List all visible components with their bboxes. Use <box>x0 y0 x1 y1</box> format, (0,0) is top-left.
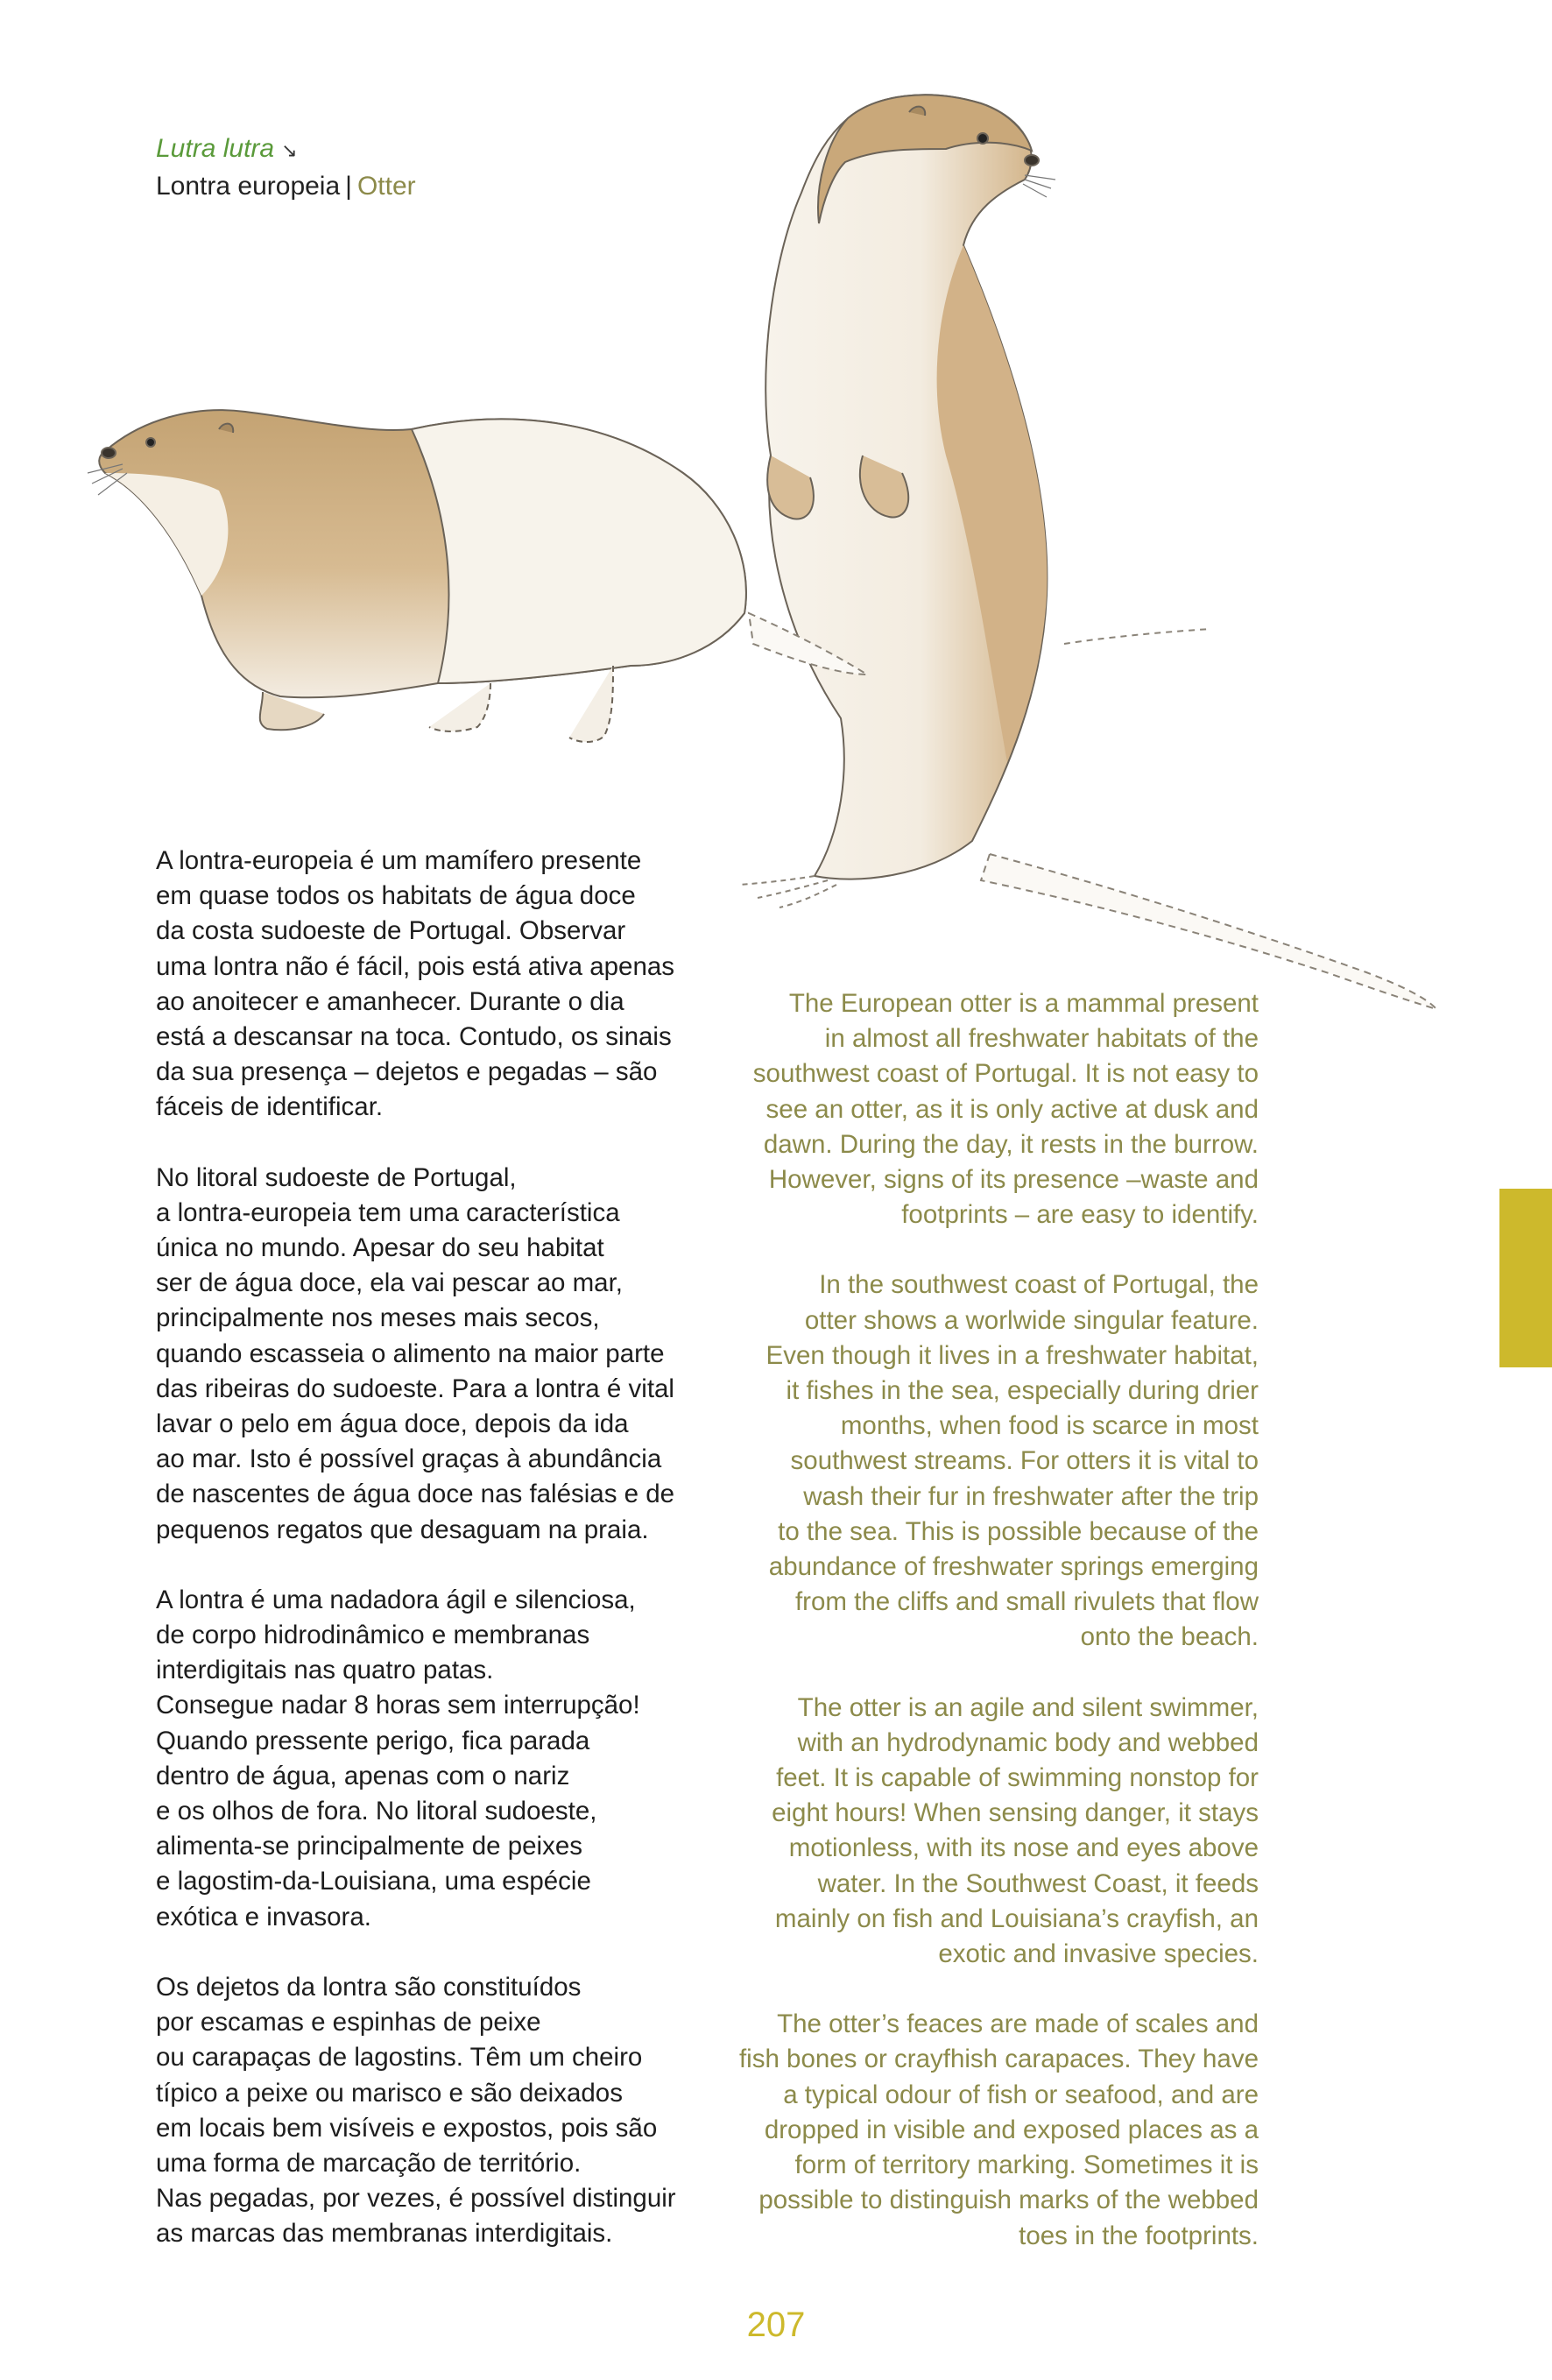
pt-paragraph-3 <box>156 1583 716 1935</box>
text-line: mainly on fish and Louisiana’s crayfish, an <box>774 1903 1259 1933</box>
name-separator: | <box>345 172 352 201</box>
text-line: abundance of freshwater springs emerging <box>768 1552 1259 1582</box>
text-line: Os dejetos da lontra são constituídos <box>156 1972 582 2002</box>
text-line: da sua presença – dejetos e pegadas – são <box>156 1057 658 1087</box>
text-line: A lontra é uma nadadora ágil e silenciosa, <box>156 1585 636 1614</box>
text-line: Nas pegadas, por vezes, é possível distinguir <box>156 2184 676 2214</box>
text-line: fish bones or crayfhish carapaces. They have <box>738 2045 1259 2074</box>
en-paragraph-1 <box>727 986 1259 1232</box>
text-line: otter shows a worlwide singular feature. <box>804 1305 1259 1335</box>
text-line: The otter is an agile and silent swimmer, <box>797 1692 1259 1722</box>
portuguese-text-column <box>156 844 716 2252</box>
text-line: de corpo hidrodinâmico e membranas <box>156 1621 590 1650</box>
text-line: from the cliffs and small rivulets that flow <box>794 1587 1259 1617</box>
text-line: Even though it lives in a freshwater habitat, <box>765 1340 1259 1370</box>
text-line: with an hydrodynamic body and webbed <box>797 1727 1259 1757</box>
text-line: footprints – are easy to identify. <box>901 1200 1259 1230</box>
scientific-name-text: Lutra lutra <box>156 134 275 163</box>
text-line: única no mundo. Apesar do seu habitat <box>156 1233 604 1263</box>
text-line: uma forma de marcação de território. <box>156 2148 582 2178</box>
text-line: a typical odour of fish or seafood, and are <box>783 2080 1259 2109</box>
text-line: ou carapaças de lagostins. Têm um cheiro <box>156 2043 643 2073</box>
text-line: eight hours! When sensing danger, it stays <box>772 1798 1259 1828</box>
pt-paragraph-4 <box>156 1970 716 2252</box>
text-line: However, signs of its presence –waste and <box>768 1165 1259 1195</box>
text-line: onto the beach. <box>1080 1622 1259 1652</box>
text-line: to the sea. This is possible because of the <box>778 1516 1259 1546</box>
pt-paragraph-2 <box>156 1161 716 1548</box>
text-line: as marcas das membranas interdigitais. <box>156 2219 613 2249</box>
text-line: feet. It is capable of swimming nonstop for <box>776 1763 1259 1793</box>
text-line: In the southwest coast of Portugal, the <box>819 1270 1259 1300</box>
text-line: in almost all freshwater habitats of the <box>824 1024 1259 1054</box>
text-line: exotic and invasive species. <box>938 1939 1259 1969</box>
text-line: fáceis de identificar. <box>156 1092 384 1122</box>
text-line: A lontra-europeia é um mamífero presente <box>156 846 642 875</box>
text-line: de nascentes de água doce nas falésias e de <box>156 1480 675 1509</box>
common-name-pt: Lontra europeia <box>156 172 341 201</box>
text-line: motionless, with its nose and eyes above <box>788 1833 1259 1863</box>
text-line: típico a peixe ou marisco e são deixados <box>156 2078 623 2108</box>
text-line: The European otter is a mammal present <box>788 989 1259 1018</box>
chapter-side-tab <box>1499 1189 1552 1367</box>
text-line: em quase todos os habitats de água doce <box>156 881 636 911</box>
text-line: possible to distinguish marks of the webbed <box>758 2186 1259 2215</box>
pt-paragraph-1 <box>156 844 716 1126</box>
text-line: toes in the footprints. <box>1019 2221 1259 2250</box>
text-line: dentro de água, apenas com o nariz <box>156 1761 570 1790</box>
text-line: dropped in visible and exposed places as a <box>764 2115 1259 2144</box>
text-line: em locais bem visíveis e expostos, pois são <box>156 2113 658 2143</box>
text-line: water. In the Southwest Coast, it feeds <box>817 1868 1259 1898</box>
text-line: The otter’s feaces are made of scales and <box>777 2009 1259 2039</box>
text-line: ao mar. Isto é possível graças à abundância <box>156 1444 662 1474</box>
text-line: lavar o pelo em água doce, depois da ida <box>156 1409 629 1439</box>
text-line: por escamas e espinhas de peixe <box>156 2008 541 2037</box>
en-paragraph-2 <box>727 1268 1259 1655</box>
text-line: ao anoitecer e amanhecer. Durante o dia <box>156 986 624 1016</box>
arrow-down-right-icon: ↘ <box>281 139 298 161</box>
walking-otter <box>88 410 867 742</box>
text-line: form of territory marking. Sometimes it is <box>794 2150 1259 2180</box>
english-text-column <box>727 986 1259 2254</box>
text-line: das ribeiras do sudoeste. Para a lontra é vital <box>156 1374 674 1403</box>
page-number: 207 <box>746 2306 806 2344</box>
text-line: interdigitais nas quatro patas. <box>156 1656 494 1685</box>
text-line: wash their fur in freshwater after the trip <box>803 1481 1259 1511</box>
text-line: months, when food is scarce in most <box>840 1411 1259 1441</box>
en-paragraph-4 <box>727 2007 1259 2253</box>
text-line: e lagostim-da-Louisiana, uma espécie <box>156 1867 591 1896</box>
en-paragraph-3 <box>727 1691 1259 1973</box>
text-line: ser de água doce, ela vai pescar ao mar, <box>156 1268 623 1298</box>
text-line: No litoral sudoeste de Portugal, <box>156 1162 517 1192</box>
text-line: alimenta-se principalmente de peixes <box>156 1832 583 1861</box>
text-line: e os olhos de fora. No litoral sudoeste, <box>156 1797 597 1826</box>
text-line: see an otter, as it is only active at dusk and <box>765 1094 1259 1124</box>
standing-otter <box>740 95 1436 1009</box>
text-line: exótica e invasora. <box>156 1902 371 1932</box>
text-line: Consegue nadar 8 horas sem interrupção! <box>156 1691 640 1720</box>
text-line: quando escasseia o alimento na maior parte <box>156 1338 665 1368</box>
text-line: southwest coast of Portugal. It is not easy to <box>752 1059 1259 1089</box>
text-line: está a descansar na toca. Contudo, os sinais <box>156 1022 672 1052</box>
text-line: southwest streams. For otters it is vital to <box>790 1446 1259 1476</box>
text-line: da costa sudoeste de Portugal. Observar <box>156 916 626 946</box>
text-line: uma lontra não é fácil, pois está ativa apenas <box>156 951 675 981</box>
text-line: dawn. During the day, it rests in the burrow. <box>763 1129 1259 1159</box>
common-name-en: Otter <box>356 172 416 201</box>
text-line: principalmente nos meses mais secos, <box>156 1303 600 1333</box>
text-line: Quando pressente perigo, fica parada <box>156 1726 590 1755</box>
text-line: pequenos regatos que desaguam na praia. <box>156 1515 649 1544</box>
text-line: it fishes in the sea, especially during drier <box>786 1376 1259 1406</box>
text-line: a lontra-europeia tem uma característica <box>156 1197 620 1227</box>
